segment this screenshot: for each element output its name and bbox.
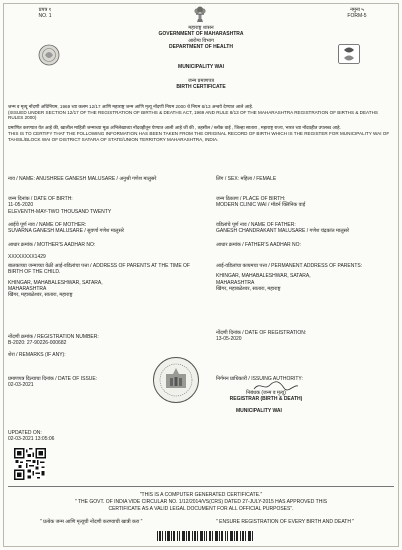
right-logo-icon xyxy=(338,44,360,64)
government-name-en: GOVERNMENT OF MAHARASHTRA xyxy=(158,31,244,38)
mother-label: आईचे पूर्ण नाव / NAME OF MOTHER: xyxy=(8,222,87,228)
updated-on-value: 02-03-2021 13:05:06 xyxy=(8,436,55,443)
intro-mr-2: प्रमाणित करण्यात येत आहे की, खालील माहिती जन्माच्या मूळ अभिलेखाच्या नोंदवहीतून घेण्यात आली आहे जी की , तहसील / ब्लॉक वाई , जिल्हा सातारा , महाराष्ट्र राज्य, भारत च्या नोंदवहीत उपलब्ध आहे. xyxy=(8,125,341,131)
registrar-title-en: REGISTRAR (BIRTH & DEATH) xyxy=(229,396,303,403)
intro-mr-1: जन्म व मृत्यू नोंदणी अधिनियम, 1969 च्या कलम 12/17 आणि महाराष्ट्र जन्म आणि मृत्यू नोंदणी नियम 2000 चे नियम 8/13 अन्वये देण्यात आले आहे. xyxy=(8,104,254,109)
left-emblem-icon xyxy=(38,44,60,66)
department-name-mr: आरोग्य विभाग xyxy=(188,37,214,44)
date-of-issue-value: 02-03-2021 xyxy=(8,382,34,389)
issuing-authority-label: निर्गमन प्राधिकारी / ISSUING AUTHORITY: xyxy=(216,376,303,382)
permanent-address-en: KHINGAR, MAHABALESHWAR, SATARA, MAHARASHTRA xyxy=(216,273,311,286)
department-name-en: DEPARTMENT OF HEALTH xyxy=(169,43,233,50)
intro-en-1: (ISSUED UNDER SECTION 12/17 OF THE REGISTRATION OF BIRTHS & DEATHS ACT, 1969 AND RULE 8/13 OF THE MAHARASHTRA REGISTRATION OF BIRTHS & DEATHS RULES 2000) xyxy=(8,109,378,121)
father-label: वडिलांचे पूर्ण नाव / NAME OF FATHER: xyxy=(216,222,296,228)
pob-value: MODERN CLINIC WAI / मॉडर्न क्लिनिक वाई xyxy=(216,202,306,209)
form-number-en: NO. 1 xyxy=(38,13,52,20)
registrar-municipality: MUNICIPALITY WAI xyxy=(236,408,282,414)
footer-divider xyxy=(8,486,394,487)
registration-date-value: 13-05-2020 xyxy=(216,336,242,343)
dob-label: जन्म दिनांक / DATE OF BIRTH: xyxy=(8,196,73,202)
municipality-name: MUNICIPALITY WAI xyxy=(178,64,224,70)
govt-approval-note: " THE GOVT. OF INDIA VIDE CIRCULAR NO. 1/12/2014/VS(CRS) DATED 27-JULY-2015 HAS APPROVED THIS CERTIFICATE AS A VALID LEGAL DOCUMENT FOR ALL OFFICIAL PURPOSES". xyxy=(74,499,328,512)
registration-number-value: B-2020: 27-90226-000682 xyxy=(8,340,67,347)
father-aadhar-label: आधार क्रमांक / FATHER'S AADHAR NO: xyxy=(216,242,301,248)
remarks-label: शेरा / REMARKS (IF ANY): xyxy=(8,352,66,358)
intro-en-2: THIS IS TO CERTIFY THAT THE FOLLOWING INFORMATION HAS BEEN TAKEN FROM THE ORIGINAL RECORD OF BIRTH WHICH IS THE REGISTER FOR MUNICIPALITY WAI OF TAHSIL/BLOCK WAI OF DISTRICT SATARA OF STATE/UNION TERRITORY MAHARASHTRA, INDIA. xyxy=(8,130,390,142)
mother-aadhar-label: आधार क्रमांक / MOTHER'S AADHAR NO: xyxy=(8,242,96,248)
registrar-title-mr: निबंधक (जन्म व मृत्यू) xyxy=(246,390,286,396)
permanent-address-label: आई-वडिलांचा कायमचा पत्ता / PERMANENT ADDRESS OF PARENTS: xyxy=(216,263,363,269)
father-value: GANESH CHANDRAKANT MALUSARE / गणेश चंद्रकांत मालुसरे xyxy=(216,228,350,235)
government-name-mr: महाराष्ट्र शासन xyxy=(188,25,214,31)
sex-field: लिंग / SEX: महिला / FEMALE xyxy=(216,176,277,182)
mother-aadhar-value: XXXXXXXX1429 xyxy=(8,254,46,260)
mother-value: SUVARNA GANESH MALUSARE / सुवर्णा गणेश मालुसरे xyxy=(8,228,124,235)
computer-generated-note: "THIS IS A COMPUTER GENERATED CERTIFICATE." xyxy=(139,492,263,498)
barcode xyxy=(157,531,253,541)
certificate-title-mr: जन्म प्रमाणपत्र xyxy=(187,78,215,84)
national-emblem-icon xyxy=(189,3,211,25)
ensure-registration-en: " ENSURE REGISTRATION OF EVERY BIRTH AND DEATH " xyxy=(216,519,355,525)
address-at-birth-label: बालकाच्या जन्माच्या वेळी आई-वडिलांचा पत्ता / ADDRESS OF PARENTS AT THE TIME OF BIRTH OF THE CHILD. xyxy=(8,263,190,276)
address-at-birth-mr: खिंगर, महाबळेश्वर, सातारा, महाराष्ट्र xyxy=(8,292,73,298)
name-field: नाव / NAME: ANUSHREE GANESH MALUSARE / अनुश्री गणेश मालुसरे xyxy=(8,176,157,182)
registration-number-label: नोंदणी क्रमांक / REGISTRATION NUMBER: xyxy=(8,334,99,340)
official-seal-icon xyxy=(152,356,200,404)
form5-en: FORM-5 xyxy=(347,13,367,20)
registration-date-label: नोंदणी दिनांक / DATE OF REGISTRATION: xyxy=(216,330,307,336)
qr-code xyxy=(14,448,46,480)
ensure-registration-mr: " प्रत्येक जन्म आणि मृत्यूची नोंदणी करण्याची खात्री करा " xyxy=(40,519,143,525)
dob-value: 11-05-2020 xyxy=(8,202,34,209)
certificate-title-en: BIRTH CERTIFICATE xyxy=(176,84,226,91)
form5-mr: नमुना ५ xyxy=(350,7,364,13)
form-number-mr: प्रपत्र १ xyxy=(38,7,52,13)
permanent-address-mr: खिंगर, महाबळेश्वर, सातारा, महाराष्ट्र xyxy=(216,285,281,292)
pob-label: जन्म ठिकाण / PLACE OF BIRTH: xyxy=(216,196,286,202)
address-at-birth-en: KHINGAR, MAHABALESHWAR, SATARA, MAHARASHTRA xyxy=(8,279,103,292)
date-of-issue-label: प्रमाणपत्र दिल्याचा दिनांक / DATE OF ISSUE: xyxy=(8,376,98,382)
dob-words: ELEVENTH-MAY-TWO THOUSAND TWENTY xyxy=(8,208,112,215)
updated-on-label: UPDATED ON: xyxy=(8,430,42,436)
